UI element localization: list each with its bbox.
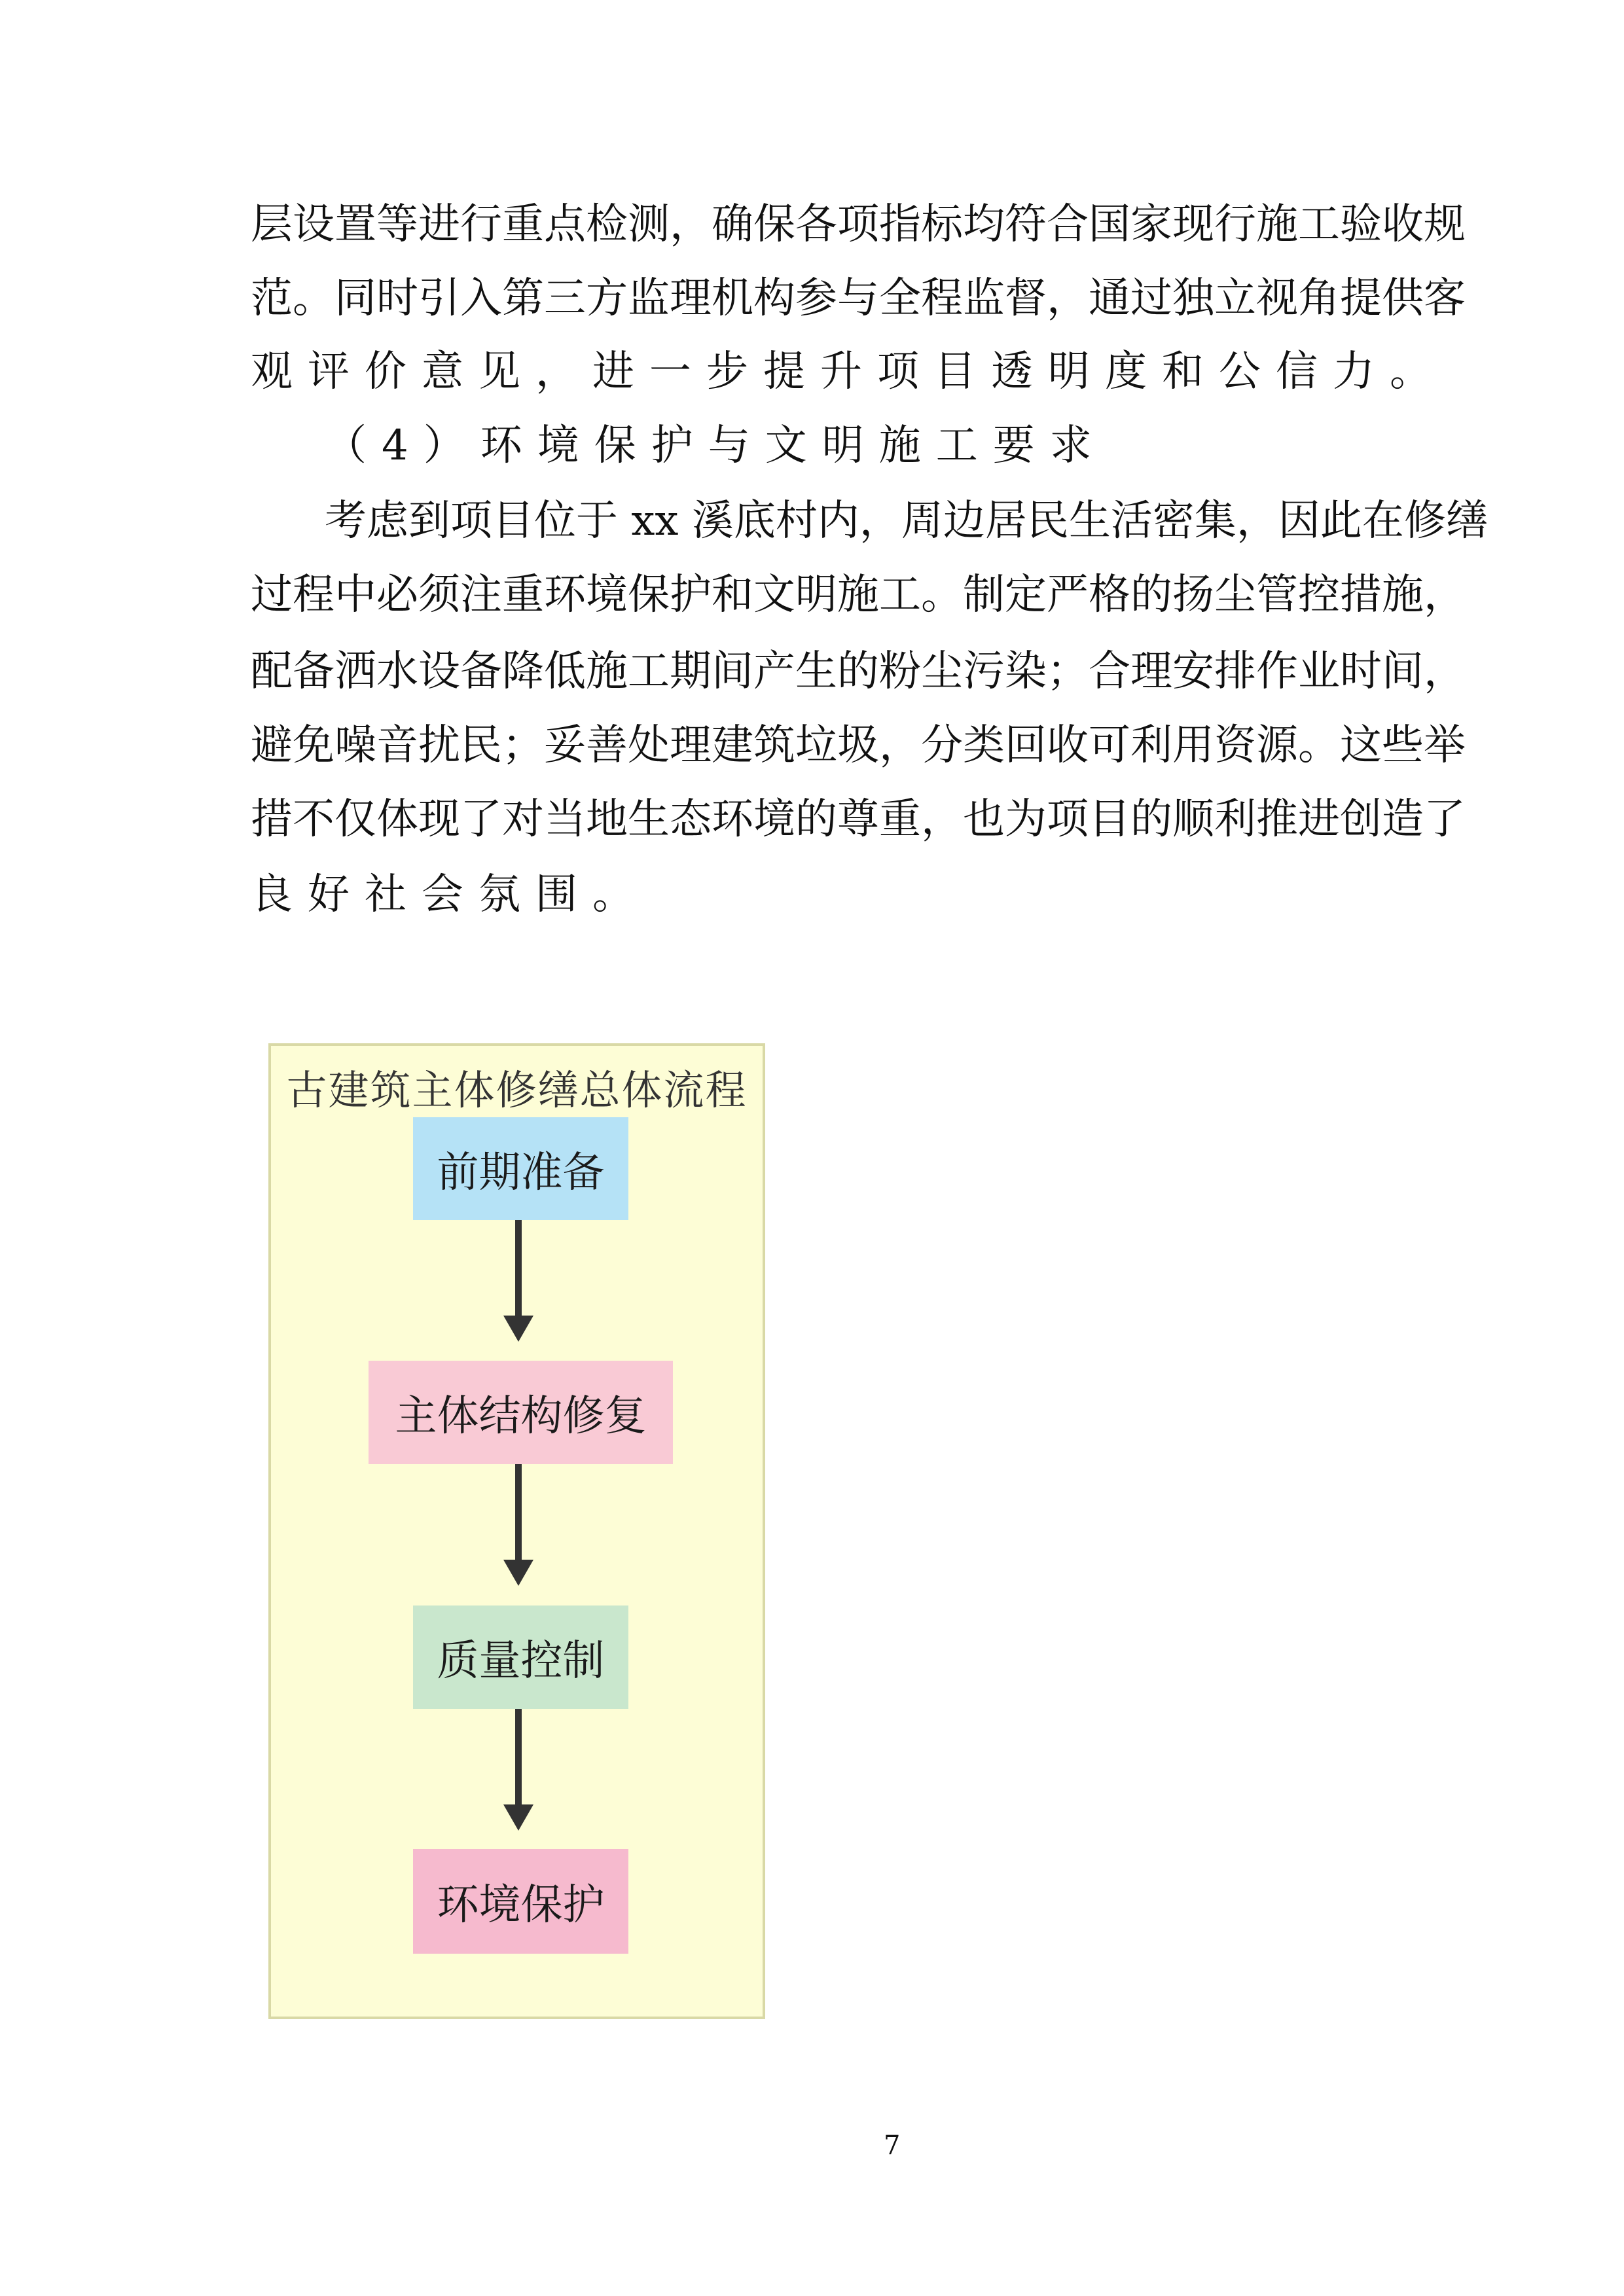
arrow-line bbox=[515, 1709, 522, 1807]
flow-step-environment-protection: 环境保护 bbox=[413, 1849, 628, 1954]
arrow-line bbox=[515, 1220, 522, 1318]
flow-step-preparation: 前期准备 bbox=[413, 1117, 628, 1220]
body-line: 良好社会氛围。 bbox=[251, 870, 649, 919]
flowchart-title: 古建筑主体修缮总体流程 bbox=[286, 1066, 748, 1114]
arrow-line bbox=[515, 1464, 522, 1562]
body-line: 范。同时引入第三方监理机构参与全程监督，通过独立视角提供客 bbox=[251, 274, 1466, 323]
page-number: 7 bbox=[884, 2130, 901, 2161]
arrow-down-icon bbox=[503, 1804, 533, 1831]
arrow-down-icon bbox=[503, 1316, 533, 1342]
body-line: 措不仅体现了对当地生态环境的尊重，也为项目的顺利推进创造了 bbox=[251, 795, 1466, 844]
body-line: 层设置等进行重点检测，确保各项指标均符合国家现行施工验收规 bbox=[251, 200, 1466, 249]
body-line: 观评价意见，进一步提升项目透明度和公信力。 bbox=[251, 348, 1447, 396]
body-line: 考虑到项目位于 xx 溪底村内，周边居民生活密集，因此在修缮 bbox=[325, 497, 1488, 545]
body-line: 过程中必须注重环境保护和文明施工。制定严格的扬尘管控措施， bbox=[251, 571, 1466, 619]
flow-step-quality-control: 质量控制 bbox=[413, 1605, 628, 1709]
body-line: 避免噪音扰民；妥善处理建筑垃圾，分类回收可利用资源。这些举 bbox=[251, 721, 1466, 770]
flow-step-structure-repair: 主体结构修复 bbox=[369, 1361, 673, 1464]
body-line: 配备洒水设备降低施工期间产生的粉尘污染；合理安排作业时间， bbox=[251, 647, 1466, 696]
arrow-down-icon bbox=[503, 1560, 533, 1586]
section-heading: （4）环境保护与文明施工要求 bbox=[325, 422, 1107, 470]
flowchart bbox=[268, 1043, 765, 2019]
